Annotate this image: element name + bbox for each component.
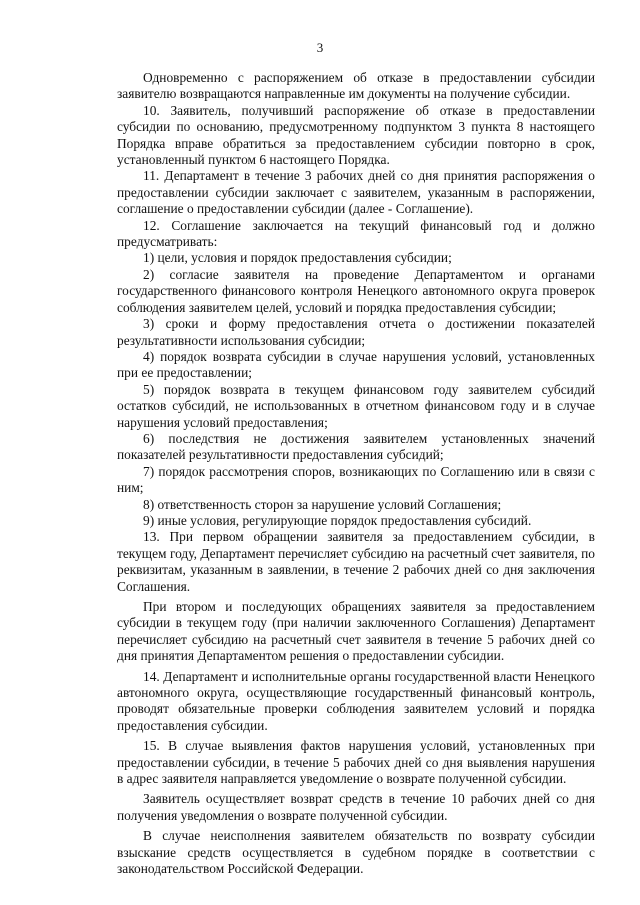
subitem-12-4: 4) порядок возврата субсидии в случае нарушения условий, установленных при ее предоставлении;	[117, 348, 595, 381]
paragraph-item-10: 10. Заявитель, получивший распоряжение об отказе в предоставлении субсидии по основанию, предусмотренному подпунктом 3 пункта 8 настоящего Порядка вправе обратиться за предоставлением субсидии повторно в срок, установленный пунктом 6 настоящего Порядка.	[117, 102, 595, 168]
paragraph-item-14: 14. Департамент и исполнительные органы государственной власти Ненецкого автономного округа, осуществляющие государственный финансовый контроль, проводят обязательные проверки соблюдения заявителем условий и порядка предоставления субсидии.	[117, 668, 595, 733]
subitem-12-6: 6) последствия не достижения заявителем установленных значений показателей результативности предоставления субсидий;	[117, 430, 595, 463]
paragraph-item-15: 15. В случае выявления фактов нарушения условий, установленных при предоставлении субсидии, в течение 5 рабочих дней со дня выявления нарушения в адрес заявителя направляется уведомление о возврате полученной субсидии.	[117, 738, 595, 787]
paragraph-item-11: 11. Департамент в течение 3 рабочих дней со дня принятия распоряжения о предоставлении субсидии заключает с заявителем, указанным в распоряжении, соглашение о предоставлении субсидии (далее - Соглашение).	[117, 168, 595, 217]
document-body	[117, 70, 595, 878]
subitem-12-5: 5) порядок возврата в текущем финансовом году заявителем субсидий остатков субсидий, не использованных в отчетном финансовом году и в случае нарушения условий предоставления;	[117, 381, 595, 430]
paragraph-repeat-requests: При втором и последующих обращениях заявителя за предоставлением субсидии в текущем году (при наличии заключенного Соглашения) Департамент перечисляет субсидию на расчетный счет заявителя в течение 5 рабочих дней со дня принятия Департаментом решения о предоставлении субсидии.	[117, 599, 595, 664]
subitem-12-7: 7) порядок рассмотрения споров, возникающих по Соглашению или в связи с ним;	[117, 463, 595, 496]
page-number: 3	[316, 40, 324, 55]
paragraph-court-recovery: В случае неисполнения заявителем обязательств по возврату субсидии взыскание средств осуществляется в судебном порядке в соответствии с законодательством Российской Федерации.	[117, 828, 595, 877]
subitem-12-3: 3) сроки и форму предоставления отчета о достижении показателей результативности использования субсидии;	[117, 316, 595, 348]
paragraph-refund-period: Заявитель осуществляет возврат средств в течение 10 рабочих дней со дня получения уведомления о возврате полученной субсидии.	[117, 791, 595, 823]
subitem-12-8: 8) ответственность сторон за нарушение условий Соглашения;	[143, 496, 502, 512]
subitem-12-1: 1) цели, условия и порядок предоставления субсидии;	[143, 250, 452, 266]
paragraph-item-12: 12. Соглашение заключается на текущий финансовый год и должно предусматривать:	[117, 217, 595, 250]
paragraph-refund-documents: Одновременно с распоряжением об отказе в предоставлении субсидии заявителю возвращаются направленные им документы на получение субсидии.	[117, 70, 595, 102]
subitem-12-2: 2) согласие заявителя на проведение Департаментом и органами государственного финансового контроля Ненецкого автономного округа проверок соблюдения заявителем целей, условий и порядка предоставления субсидии;	[117, 266, 595, 315]
subitem-12-9: 9) иные условия, регулирующие порядок предоставления субсидий.	[143, 512, 532, 528]
paragraph-item-13: 13. При первом обращении заявителя за предоставлением субсидии, в текущем году, Департамент перечисляет субсидию на расчетный счет заявителя, по реквизитам, указанным в заявлении, в течение 2 рабочих дней со дня заключения Соглашения.	[117, 529, 595, 594]
